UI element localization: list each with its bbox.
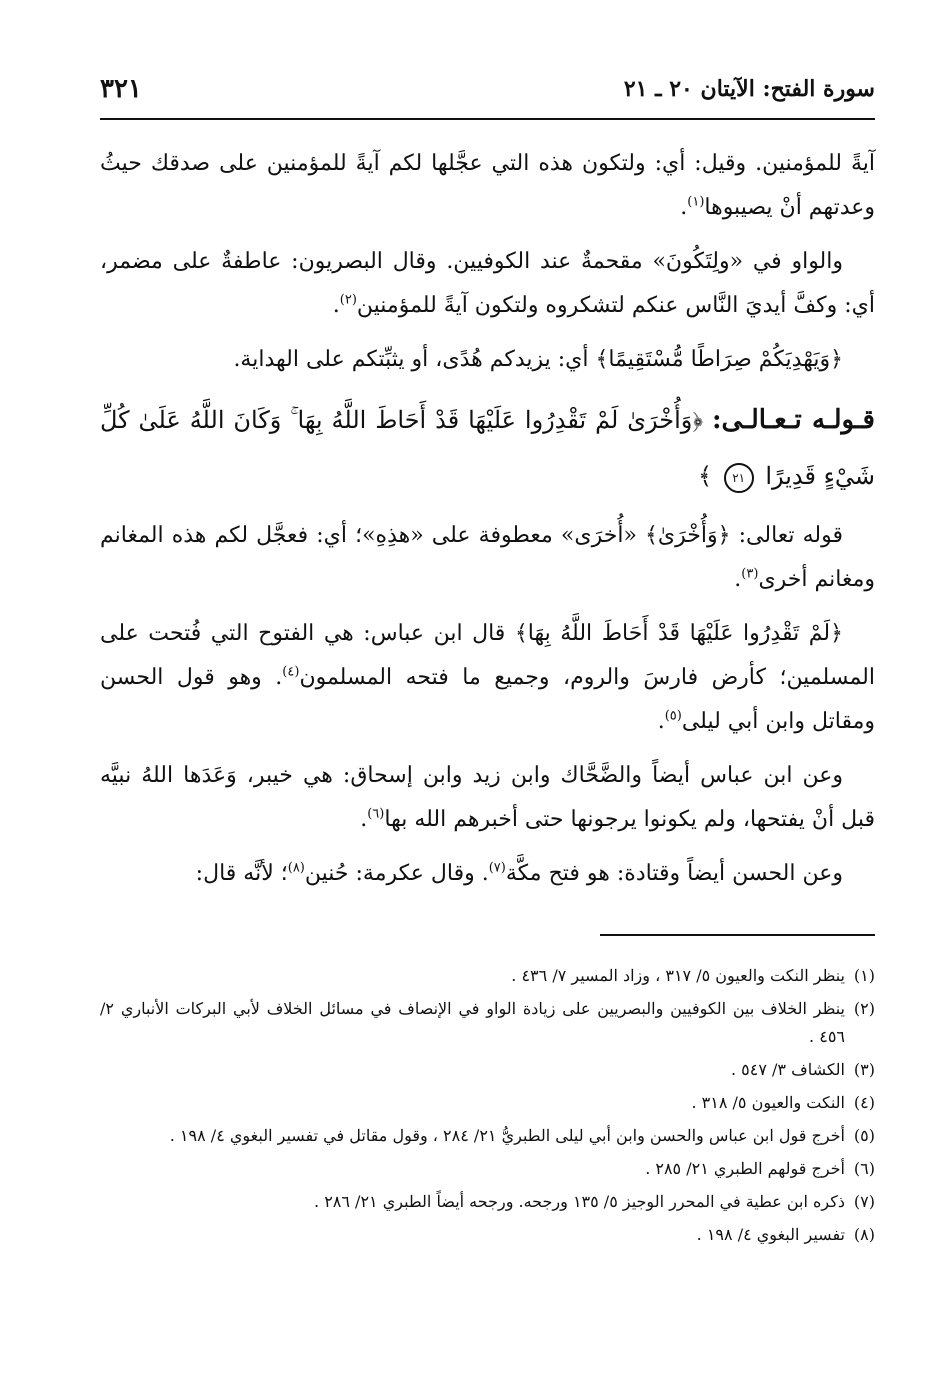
- paragraph-text: . وقال عكرمة: حُنين: [304, 861, 489, 886]
- footnote-ref: (٨): [287, 860, 305, 876]
- footnote-item: [100, 1188, 875, 1216]
- footnote-number: (٢): [853, 999, 875, 1018]
- footnote-text: النكت والعيون ٥/ ٣١٨ .: [691, 1093, 845, 1112]
- paragraph-text: ﴿لَمْ تَقْدِرُوا عَلَيْهَا قَدْ أَحَاطَ اللَّهُ بِهَا﴾ قال ابن عباس: هي الفتوح التي فُتحت على المسلمين؛ كأرض فارسَ والروم، وجميع ما فتحه المسلمون: [100, 621, 875, 690]
- footnote-ref: (٤): [282, 664, 300, 680]
- footnote-number: (٣): [853, 1060, 875, 1079]
- footnote-text: ينظر النكت والعيون ٥/ ٣١٧ ، وزاد المسير ٧/ ٤٣٦ .: [511, 966, 845, 985]
- footnote-number: (١): [853, 966, 875, 985]
- footnote-item: [100, 962, 875, 990]
- footnote-item: [100, 1056, 875, 1084]
- footnote-ref: (٢): [339, 292, 357, 308]
- paragraph-end: ؛ لأنَّه قال:: [195, 861, 288, 886]
- paragraph-text: قوله تعالى: ﴿وَأُخْرَىٰ﴾ «أُخرَى» معطوفة على «هذِهِ»؛ أي: فعجَّل لكم هذه المغانم ومغانم أخرى: [100, 523, 875, 592]
- ayah-close-bracket: ﴾: [697, 462, 713, 490]
- surah-title: سورة الفتح: الآيتان ٢٠ ـ ٢١: [623, 76, 875, 102]
- page-number: ٣٢١: [100, 74, 142, 104]
- ayah-text: ﴿وَأُخْرَىٰ لَمْ تَقْدِرُوا عَلَيْهَا قَدْ أَحَاطَ اللَّهُ بِهَا ۚ وَكَانَ اللَّهُ عَلَىٰ كُلِّ شَيْءٍ قَدِيرًا: [100, 406, 875, 490]
- footnote-ref: (٧): [488, 860, 506, 876]
- paragraph: [100, 852, 875, 896]
- footnote-ref: (٦): [367, 806, 385, 822]
- paragraph-end: .: [680, 195, 688, 220]
- footnote-ref: (١): [687, 194, 705, 210]
- paragraph-text: وعن الحسن أيضاً وقتادة: هو فتح مكَّة: [505, 861, 843, 886]
- paragraph: [100, 612, 875, 744]
- footnote-number: (٤): [853, 1093, 875, 1112]
- footnote-item: [100, 1122, 875, 1150]
- main-text: [100, 142, 875, 906]
- ayah-block: [100, 392, 875, 504]
- paragraph-end: .: [360, 807, 368, 832]
- footnote-item: [100, 1221, 875, 1249]
- paragraph: [100, 142, 875, 230]
- footnote-item: [100, 995, 875, 1051]
- footnote-number: (٨): [853, 1225, 875, 1244]
- paragraph: [100, 240, 875, 328]
- paragraph-text: وعن ابن عباس أيضاً والضَّحَّاك وابن زيد وابن إسحاق: هي خيبر، وَعَدَها اللهُ نبيَّه قبل أنْ يفتحها، ولم يكونوا يرجونها حتى أخبرهم الله بها: [100, 763, 875, 832]
- footnote-text: أخرج قولهم الطبري ٢١/ ٢٨٥ .: [645, 1159, 845, 1178]
- footnote-text: ذكره ابن عطية في المحرر الوجيز ٥/ ١٣٥ ورجحه. ورجحه أيضاً الطبري ٢١/ ٢٨٦ .: [314, 1192, 845, 1211]
- ayah-label: قـولـه تـعـالـى:: [711, 405, 875, 435]
- paragraph-end: .: [734, 567, 742, 592]
- paragraph: [100, 514, 875, 602]
- paragraph: [100, 754, 875, 842]
- footnote-item: [100, 1089, 875, 1117]
- paragraph-text: ﴿وَيَهْدِيَكُمْ صِرَاطًا مُّسْتَقِيمًا﴾ أي: يزيدكم هُدًى، أو يثبِّتكم على الهداية.: [233, 347, 843, 372]
- footnote-number: (٦): [853, 1159, 875, 1178]
- footnote-item: [100, 1155, 875, 1183]
- paragraph-text: . وهو قول الحسن ومقاتل وابن أبي ليلى: [100, 665, 875, 734]
- footnote-text: الكشاف ٣/ ٥٤٧ .: [730, 1060, 845, 1079]
- footnotes: [100, 962, 875, 1254]
- paragraph-text: آيةً للمؤمنين. وقيل: أي: ولتكون هذه التي عجَّلها لكم آيةً للمؤمنين على صدقك حيثُ وعدتهم أنْ يصيبوها: [100, 151, 875, 220]
- footnote-number: (٧): [853, 1192, 875, 1211]
- footnote-text: ينظر الخلاف بين الكوفيين والبصريين على زيادة الواو في الإنصاف في مسائل الخلاف لأبي البركات الأنباري ٢/ ٤٥٦ .: [100, 999, 845, 1046]
- footnote-ref: (٣): [741, 566, 759, 582]
- paragraph-end: .: [332, 293, 340, 318]
- footnote-divider: [600, 934, 875, 936]
- page-header: [100, 66, 875, 120]
- paragraph-text: والواو في «ولِتَكُونَ» مقحمةٌ عند الكوفيين. وقال البصريون: عاطفةٌ على مضمر، أي: وكفَّ أيديَ النَّاس عنكم لتشكروه ولتكون آيةً للمؤمنين: [100, 249, 875, 318]
- footnote-number: (٥): [853, 1126, 875, 1145]
- paragraph: [100, 338, 875, 382]
- footnote-text: تفسير البغوي ٤/ ١٩٨ .: [696, 1225, 845, 1244]
- footnote-ref: (٥): [664, 708, 682, 724]
- paragraph-end: .: [657, 709, 665, 734]
- footnote-text: أخرج قول ابن عباس والحسن وابن أبي ليلى الطبريُّ ٢١/ ٢٨٤ ، وقول مقاتل في تفسير البغوي ٤/ ١٩٨ .: [169, 1126, 845, 1145]
- ayah-number-icon: ٢١: [724, 463, 754, 493]
